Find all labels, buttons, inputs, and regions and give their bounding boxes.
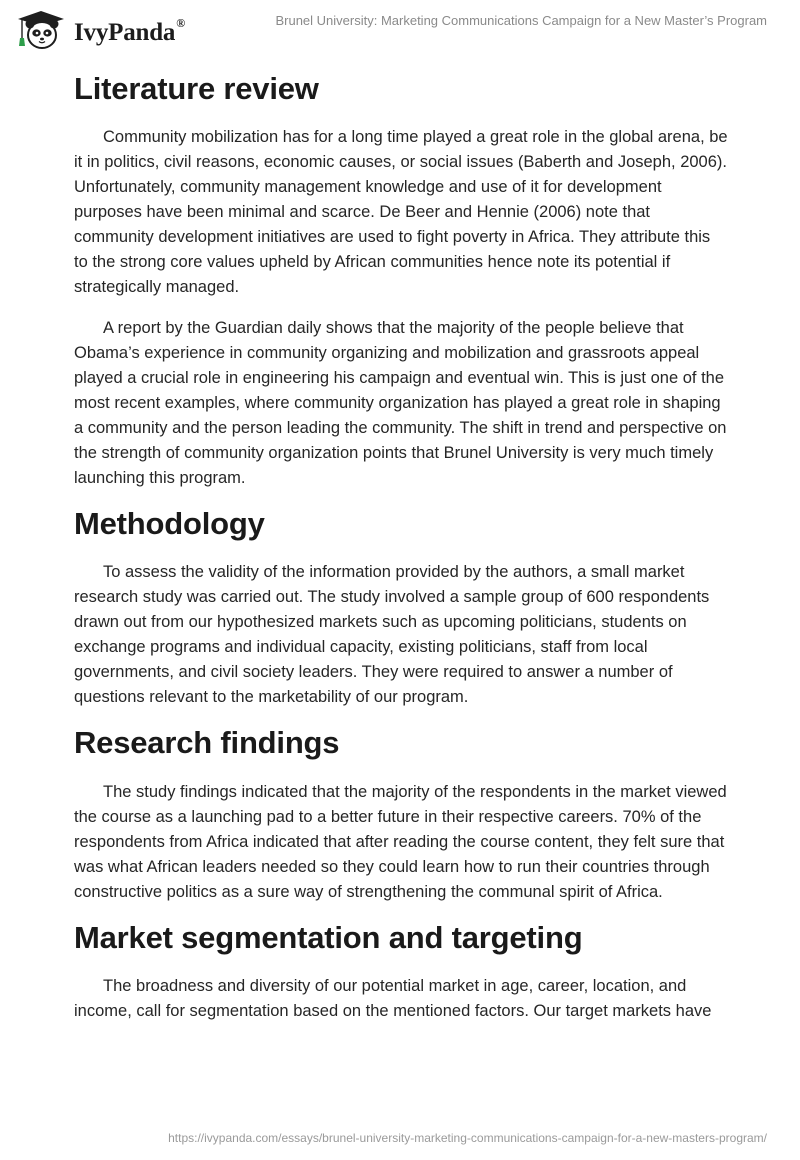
- document-title: Brunel University: Marketing Communications Campaign for a New Master’s Program: [275, 13, 767, 28]
- brand-logo[interactable]: [14, 8, 214, 52]
- paragraph: Community mobilization has for a long time played a great role in the global arena, be it in politics, civil reasons, economic causes, or social issues (Baberth and Joseph, 2006). Unfortunately, community management knowledge and use of it for development purposes have been minimal and scarce. De Beer and Hennie (2006) note that community development initiatives are used to fight poverty in Africa. They attribute this to the strong core values upheld by African communities hence note its potential if strategically managed.: [74, 128, 728, 297]
- section-methodology: [74, 505, 728, 710]
- section-heading: Market segmentation and targeting: [74, 919, 583, 955]
- source-url-link[interactable]: https://ivypanda.com/essays/brunel-university-marketing-communications-campaign-for-a-new-masters-program/: [168, 1131, 767, 1145]
- article-body: [74, 70, 728, 1038]
- section-heading: Methodology: [74, 506, 265, 542]
- section-heading: Literature review: [74, 71, 319, 106]
- section-literature-review: [74, 70, 728, 491]
- section-heading: Research findings: [74, 725, 340, 761]
- brand-name: IvyPanda®: [74, 15, 185, 46]
- section-research-findings: [74, 724, 728, 904]
- paragraph: To assess the validity of the information provided by the authors, a small market research study was carried out. The study involved a sample group of 600 respondents drawn out from our hypothesized markets such as upcoming politicians, students on exchange programs and individual capacity, existing politicians, staff from local governments, and civil society leaders. They were required to answer a number of questions relevant to the marketability of our program.: [74, 563, 710, 707]
- paragraph: A report by the Guardian daily shows that the majority of the people believe that Obama’s experience in community organizing and mobilization and grassroots appeal played a crucial role in engineering his campaign and eventual win. This is just one of the most recent examples, where community organization has played a great role in shaping a community and the person leading the community. The shift in trend and perspective on the strength of community organization points that Brunel University is very much timely launching this program.: [74, 319, 727, 488]
- section-market-segmentation: [74, 919, 728, 1024]
- paragraph: The broadness and diversity of our potential market in age, career, location, and income, call for segmentation based on the mentioned factors. Our target markets have: [74, 976, 712, 1020]
- panda-mascot-icon: [14, 8, 68, 52]
- paragraph: The study findings indicated that the majority of the respondents in the market viewed the course as a launching pad to a better future in their respective careers. 70% of the respondents from Africa indicated that after reading the course content, they felt sure that was what African leaders needed so they could learn how to run their countries through constructive politics as a sure way of strengthening the communal spirit of Africa.: [74, 782, 727, 901]
